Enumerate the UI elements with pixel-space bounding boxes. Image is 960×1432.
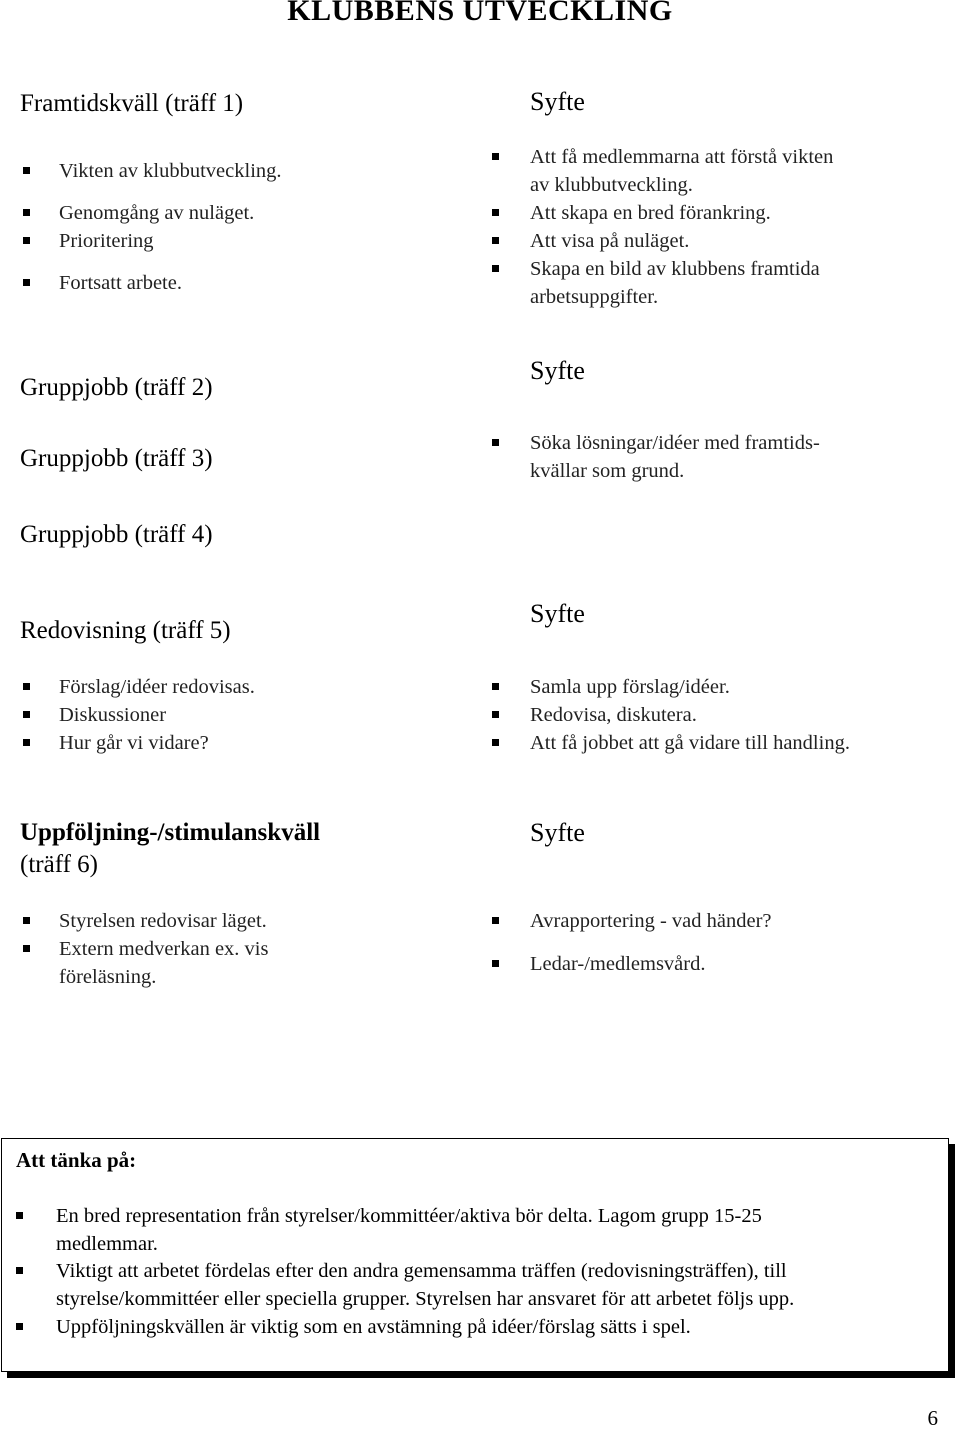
- section-3-heading: Gruppjobb (träff 3): [20, 445, 213, 472]
- section-6-heading-line-1: Uppföljning-/stimulanskväll: [20, 819, 321, 846]
- bullet-icon: [492, 683, 499, 690]
- bullet-icon: [23, 683, 30, 690]
- bullet-icon: [492, 739, 499, 746]
- bullet-icon: [23, 167, 30, 174]
- bullet-icon: [492, 960, 499, 967]
- note-box-title: Att tänka på:: [16, 1148, 137, 1172]
- bullet-icon: [492, 209, 499, 216]
- section-1-heading: Framtidskväll (träff 1): [20, 90, 244, 117]
- bullet-icon: [492, 711, 499, 718]
- syfte-heading: Syfte: [530, 599, 585, 628]
- bullet-icon: [23, 237, 30, 244]
- bullet-icon: [23, 279, 30, 286]
- syfte-heading: Syfte: [530, 87, 585, 116]
- section-4-heading: Gruppjobb (träff 4): [20, 521, 213, 548]
- bullet-icon: [492, 237, 499, 244]
- bullet-icon: [23, 711, 30, 718]
- bullet-icon: [16, 1212, 23, 1219]
- bullet-icon: [23, 739, 30, 746]
- section-2-heading: Gruppjobb (träff 2): [20, 374, 213, 401]
- bullet-icon: [23, 917, 30, 924]
- bullet-icon: [16, 1323, 23, 1330]
- bullet-icon: [492, 917, 499, 924]
- syfte-heading: Syfte: [530, 356, 585, 385]
- page-title: KLUBBENS UTVECKLING: [287, 0, 673, 27]
- bullet-icon: [492, 265, 499, 272]
- page-number: 6: [927, 1406, 938, 1430]
- syfte-heading: Syfte: [530, 818, 585, 847]
- section-5-heading: Redovisning (träff 5): [20, 617, 231, 644]
- bullet-icon: [23, 945, 30, 952]
- section-6-heading-line-2: (träff 6): [20, 851, 98, 878]
- bullet-icon: [492, 153, 499, 160]
- bullet-icon: [16, 1267, 23, 1274]
- bullet-icon: [492, 439, 499, 446]
- bullet-icon: [23, 209, 30, 216]
